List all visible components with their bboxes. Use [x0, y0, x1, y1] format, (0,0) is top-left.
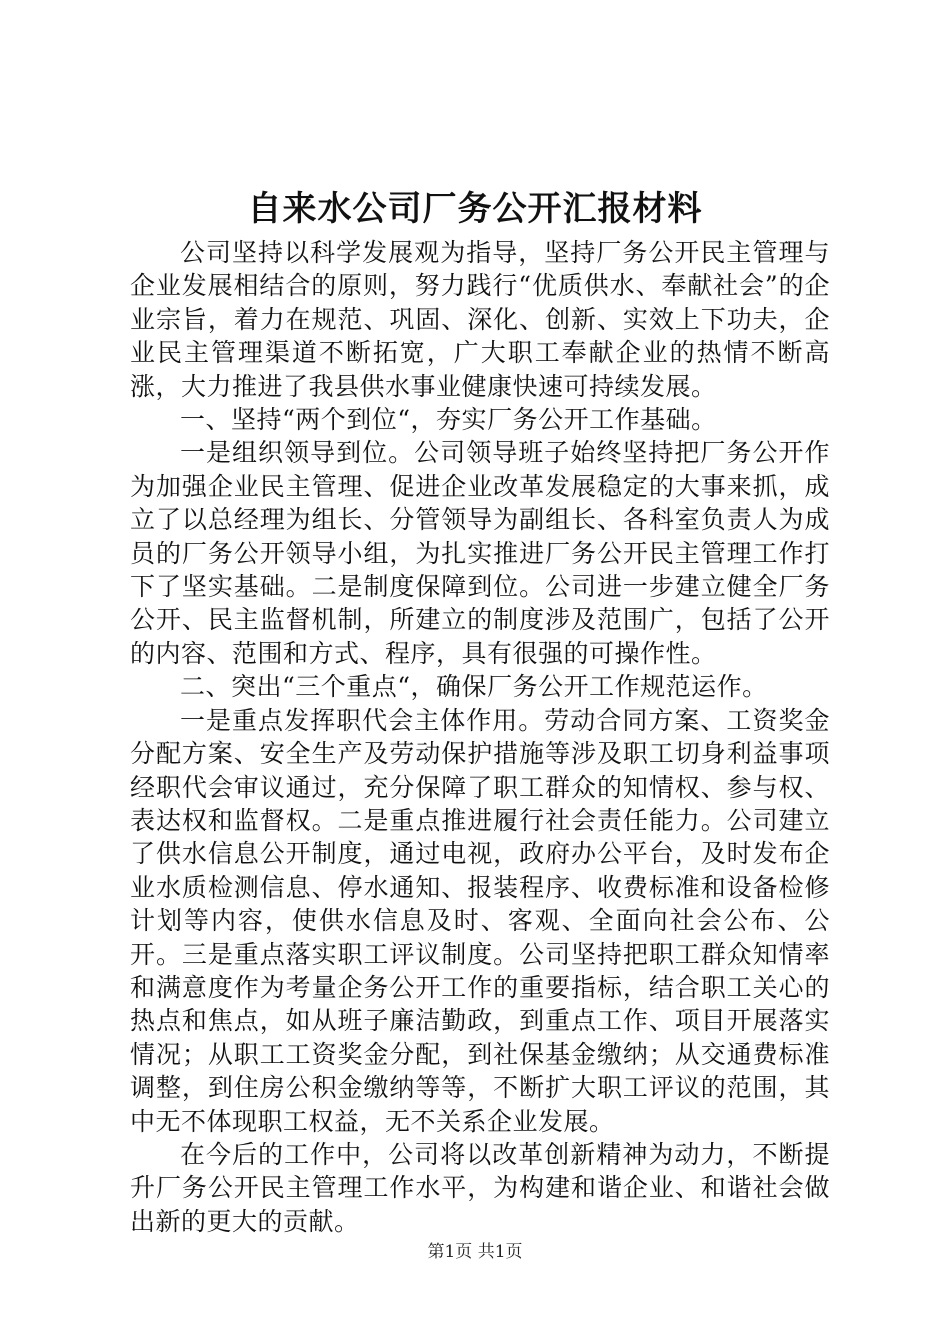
section-heading-one: 一、坚持“两个到位“，夯实厂务公开工作基础。 — [180, 405, 717, 435]
paragraph-section-one: 一是组织领导到位。公司领导班子始终坚持把厂务公开作为加强企业民主管理、促进企业改革发展稳定的大事来抓，成立了以总经理为组长、分管领导为副组长、各科室负责人为成员的厂务公开领导小组，为扎实推进厂务公开民主管理工作打下了坚实基础。二是制度保障到位。公司进一步建立健全厂务公开、民主监督机制，所建立的制度涉及范围广，包括了公开的内容、范围和方式、程序，具有很强的可操作性。 — [130, 438, 830, 668]
paragraph-conclusion: 在今后的工作中，公司将以改革创新精神为动力，不断提升厂务公开民主管理工作水平，为构建和谐企业、和谐社会做出新的更大的贡献。 — [130, 1139, 830, 1236]
paragraph-intro: 公司坚持以科学发展观为指导，坚持厂务公开民主管理与企业发展相结合的原则，努力践行“优质供水、奉献社会”的企业宗旨，着力在规范、巩固、深化、创新、实效上下功夫，企业民主管理渠道不断拓宽，广大职工奉献企业的热情不断高涨，大力推进了我县供水事业健康快速可持续发展。 — [130, 238, 830, 401]
paragraph-section-two: 一是重点发挥职代会主体作用。劳动合同方案、工资奖金分配方案、安全生产及劳动保护措施等涉及职工切身利益事项经职代会审议通过，充分保障了职工群众的知情权、参与权、表达权和监督权。二是重点推进履行社会责任能力。公司建立了供水信息公开制度，通过电视，政府办公平台，及时发布企业水质检测信息、停水通知、报装程序、收费标准和设备检修计划等内容，使供水信息及时、客观、全面向社会公布、公开。三是重点落实职工评议制度。公司坚持把职工群众知情率和满意度作为考量企务公开工作的重要指标，结合职工关心的热点和焦点，如从班子廉洁勤政，到重点工作、项目开展落实情况；从职工工资奖金分配，到社保基金缴纳；从交通费标准调整，到住房公积金缴纳等等，不断扩大职工评议的范围，其中无不体现职工权益，无不关系企业发展。 — [130, 705, 830, 1136]
document-title: 自来水公司厂务公开汇报材料 — [247, 189, 703, 229]
page-footer: 第1页 共1页 — [427, 1242, 523, 1262]
section-heading-two: 二、突出“三个重点“，确保厂务公开工作规范运作。 — [180, 672, 768, 702]
document-body — [130, 236, 830, 1238]
